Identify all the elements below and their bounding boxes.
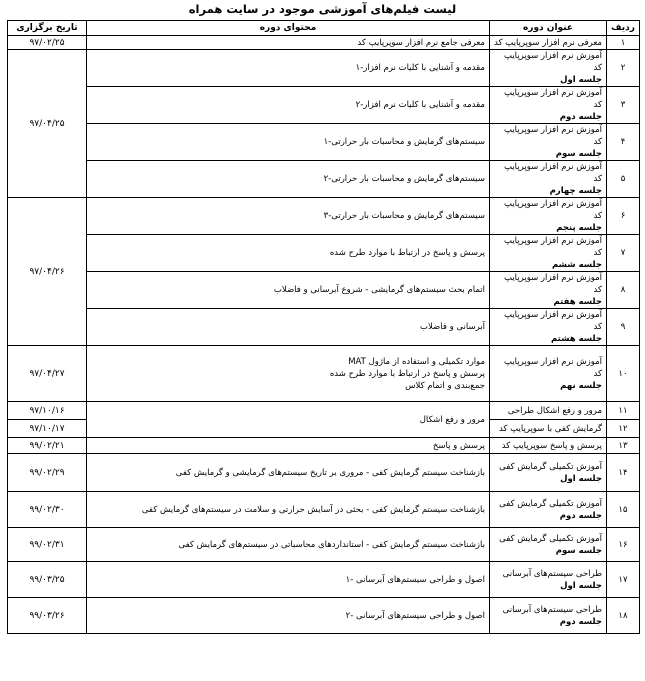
course-title [490, 309, 607, 346]
row-number: ۱۵ [607, 492, 640, 528]
course-content-line: پرسش و پاسخ در ارتباط با موارد طرح شده [329, 248, 485, 258]
session-label: جلسه اول [560, 75, 602, 85]
course-title [490, 36, 607, 50]
course-title [490, 235, 607, 272]
row-number: ۴ [607, 124, 640, 161]
course-title [490, 528, 607, 562]
course-title-text: گرمایش کفی با سوپرپایپ کد [498, 423, 602, 434]
course-title-text: آموزش نرم افزار سوپرپایپ کد [503, 236, 602, 258]
table-row [8, 161, 640, 198]
course-content [87, 454, 490, 492]
course-content-line: پرسش و پاسخ [432, 440, 485, 451]
course-title-text: معرفی نرم افزار سوپرپایپ کد [494, 37, 602, 48]
session-label: جلسه دوم [559, 510, 602, 521]
course-date: ۹۹/۰۲/۲۹ [8, 454, 87, 492]
row-number: ۱۶ [607, 528, 640, 562]
course-date: ۹۷/۱۰/۱۶ [8, 402, 87, 420]
table-row [8, 124, 640, 161]
session-label: جلسه ششم [551, 260, 602, 270]
course-title-text: پرسش و پاسخ سوپرپایپ کد [501, 440, 602, 451]
page-title: لیست فیلم‌های آموزشی موجود در سایت همراه [188, 2, 457, 16]
course-content-line: مقدمه و آشنایی با کلیات نرم افزار-۱ [355, 63, 485, 73]
course-content [87, 598, 490, 634]
header-course-title: عنوان دوره [490, 21, 607, 36]
course-title-text: آموزش نرم افزار سوپرپایپ کد [503, 162, 602, 184]
course-title-text: آموزش نرم افزار سوپرپایپ کد [503, 199, 602, 221]
table-row [8, 454, 640, 492]
course-title [490, 454, 607, 492]
course-content-line: پرسش و پاسخ در ارتباط با موارد طرح شده [329, 368, 485, 379]
course-content-line: اصول و طراحی سیستم‌های آبرسانی -۱ [345, 574, 485, 585]
row-number: ۵ [607, 161, 640, 198]
session-label: جلسه هفتم [553, 297, 602, 307]
course-content-line: بازشناخت سیستم گرمایش کفی - بحثی در آسایش حرارتی و سلامت در سیستم‌های گرمایش کفی [141, 504, 485, 515]
row-number: ۱۲ [607, 420, 640, 438]
table-row [8, 309, 640, 346]
table-row [8, 528, 640, 562]
session-label: جلسه هشتم [550, 334, 602, 344]
course-title [490, 598, 607, 634]
course-date: ۹۷/۱۰/۱۷ [8, 420, 87, 438]
row-number: ۲ [607, 50, 640, 87]
course-content-line: جمع‌بندی و اتمام کلاس [405, 380, 485, 391]
row-number: ۷ [607, 235, 640, 272]
course-title [490, 198, 607, 235]
course-date: ۹۹/۰۲/۳۰ [8, 492, 87, 528]
course-date: ۹۷/۰۲/۲۵ [8, 36, 87, 50]
course-date: ۹۹/۰۲/۳۱ [8, 528, 87, 562]
table-row [8, 198, 640, 235]
row-number: ۱۷ [607, 562, 640, 598]
course-title-text: آموزش تکمیلی گرمایش کفی [499, 533, 602, 544]
session-label: جلسه اول [560, 473, 602, 484]
course-content-line: مرور و رفع اشکال [419, 414, 485, 425]
session-label: جلسه چهارم [549, 186, 602, 196]
table-row [8, 492, 640, 528]
course-title [490, 124, 607, 161]
course-content-line: سیستم‌های گرمایش و محاسبات بار حرارتی-۳ [323, 211, 485, 221]
course-content-line: بازشناخت سیستم گرمایش کفی - استانداردهای محاسباتی در سیستم‌های گرمایش کفی [178, 539, 485, 550]
course-content-line: مقدمه و آشنایی با کلیات نرم افزار-۲ [355, 100, 485, 110]
course-title [490, 346, 607, 402]
course-date: ۹۷/۰۴/۲۶ [8, 198, 87, 346]
course-content-line: موارد تکمیلی و استفاده از ماژول MAT [348, 356, 485, 367]
course-title [490, 402, 607, 420]
course-content [87, 438, 490, 454]
course-title-text: مرور و رفع اشکال طراحی [507, 405, 602, 416]
course-content [87, 492, 490, 528]
row-number: ۹ [607, 309, 640, 346]
row-number: ۶ [607, 198, 640, 235]
course-title [490, 87, 607, 124]
session-label: جلسه پنجم [556, 223, 602, 233]
course-title [490, 562, 607, 598]
table-row [8, 346, 640, 402]
course-content [87, 87, 490, 124]
course-title-text: طراحی سیستم‌های آبرسانی [502, 604, 602, 615]
session-label: جلسه سوم [555, 149, 602, 159]
course-title-text: آموزش نرم افزار سوپرپایپ کد [503, 273, 602, 295]
course-title [490, 50, 607, 87]
course-date: ۹۹/۰۳/۲۵ [8, 562, 87, 598]
session-label: جلسه سوم [555, 545, 602, 556]
header-course-content: محتوای دوره [87, 21, 490, 36]
course-content [87, 161, 490, 198]
course-title-text: طراحی سیستم‌های آبرسانی [502, 568, 602, 579]
course-content-line: اتمام بحث سیستم‌های گرمایشی - شروع آبرسانی و فاضلاب [273, 285, 485, 295]
course-content [87, 272, 490, 309]
course-title [490, 161, 607, 198]
table-row [8, 36, 640, 50]
course-content-line: سیستم‌های گرمایش و محاسبات بار حرارتی-۲ [323, 174, 485, 184]
row-number: ۱۱ [607, 402, 640, 420]
table-row [8, 272, 640, 309]
course-content-line: معرفی جامع نرم افزار سوپرپایپ کد [357, 37, 485, 48]
row-number: ۱۰ [607, 346, 640, 402]
course-content [87, 36, 490, 50]
course-title-text: آموزش نرم افزار سوپرپایپ کد [503, 125, 602, 147]
course-content [87, 402, 490, 438]
row-number: ۸ [607, 272, 640, 309]
row-number: ۳ [607, 87, 640, 124]
course-title [490, 438, 607, 454]
course-content-line: آبرسانی و فاضلاب [419, 322, 485, 332]
course-content-line: اصول و طراحی سیستم‌های آبرسانی -۲ [345, 610, 485, 621]
course-date: ۹۷/۰۴/۲۵ [8, 50, 87, 198]
course-date: ۹۹/۰۲/۲۱ [8, 438, 87, 454]
course-content [87, 346, 490, 402]
header-row-number: ردیف [607, 21, 640, 36]
course-content [87, 198, 490, 235]
course-date: ۹۹/۰۳/۲۶ [8, 598, 87, 634]
table-row [8, 402, 640, 420]
course-title [490, 420, 607, 438]
course-title-text: آموزش تکمیلی گرمایش کفی [499, 461, 602, 472]
course-title-text: آموزش تکمیلی گرمایش کفی [499, 498, 602, 509]
course-title-text: آموزش نرم افزار سوپرپایپ کد [503, 310, 602, 332]
table-row [8, 598, 640, 634]
table-row [8, 235, 640, 272]
courses-table [7, 20, 640, 634]
course-content [87, 124, 490, 161]
table-row [8, 438, 640, 454]
course-title [490, 272, 607, 309]
session-label: جلسه نهم [560, 380, 602, 391]
course-title-text: آموزش نرم افزار سوپرپایپ کد [503, 88, 602, 110]
course-content [87, 50, 490, 87]
course-content [87, 528, 490, 562]
row-number: ۱۴ [607, 454, 640, 492]
row-number: ۱۳ [607, 438, 640, 454]
course-content [87, 235, 490, 272]
row-number: ١ [607, 36, 640, 50]
session-label: جلسه اول [560, 580, 602, 591]
row-number: ۱۸ [607, 598, 640, 634]
course-date: ۹۷/۰۴/۲۷ [8, 346, 87, 402]
course-title [490, 492, 607, 528]
table-row [8, 50, 640, 87]
course-content-line: سیستم‌های گرمایش و محاسبات بار حرارتی-۱ [323, 137, 485, 147]
course-content-line: بازشناخت سیستم گرمایش کفی - مروری بر تاریخ سیستم‌های گرمایشی و گرمایش کفی [175, 467, 485, 478]
course-title-text: آموزش نرم افزار سوپرپایپ کد [503, 356, 602, 379]
course-title-text: آموزش نرم افزار سوپرپایپ کد [503, 51, 602, 73]
course-content [87, 562, 490, 598]
session-label: جلسه دوم [559, 112, 602, 122]
table-header-row [8, 21, 640, 36]
table-row [8, 87, 640, 124]
course-content [87, 309, 490, 346]
header-date: تاریخ برگزاری [8, 21, 87, 36]
session-label: جلسه دوم [559, 616, 602, 627]
table-row [8, 562, 640, 598]
